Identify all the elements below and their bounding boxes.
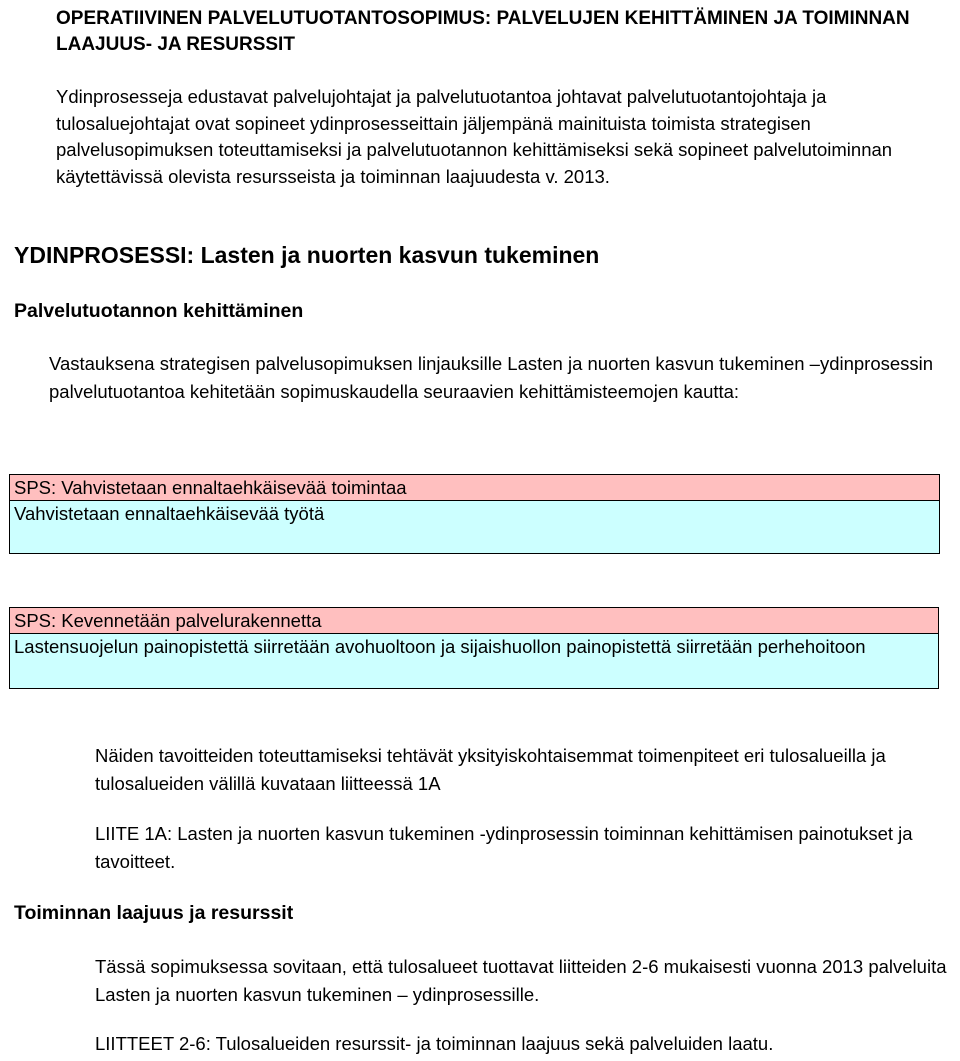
annex-1a-paragraph: LIITE 1A: Lasten ja nuorten kasvun tukeminen -ydinprosessin toiminnan kehittämisen painotukset ja tavoitteet. xyxy=(95,823,913,872)
annexes-paragraph: LIITTEET 2-6: Tulosalueiden resurssit- ja toiminnan laajuus sekä palveluiden laatu. xyxy=(95,1033,774,1054)
goal-header-preventive: SPS: Vahvistetaan ennaltaehkäisevää toimintaa xyxy=(9,474,940,500)
goal-body-service-structure: Lastensuojelun painopistettä siirretään avohuoltoon ja sijaishuollon painopistettä siirretään perhehoitoon xyxy=(9,633,939,689)
intro-paragraph: Ydinprosesseja edustavat palvelujohtajat ja palvelutuotantoa johtavat palvelutuotantojohtaja ja tulosaluejohtajat ovat sopineet ydinprosesseittain jäljempänä mainituista toimista strategisen palvelusopimuksen toteuttamiseksi ja palvelutuotannon kehittämiseksi sekä sopineet palvelutoiminnan käytettävissä olevista resursseista ja toiminnan laajuudesta v. 2013. xyxy=(56,86,893,187)
process-heading: YDINPROSESSI: Lasten ja nuorten kasvun tukeminen xyxy=(14,242,600,268)
goal-header-service-structure: SPS: Kevennetään palvelurakennetta xyxy=(9,607,939,633)
development-heading: Palvelutuotannon kehittäminen xyxy=(14,300,304,322)
scope-paragraph: Tässä sopimuksessa sovitaan, että tulosalueet tuottavat liitteiden 2-6 mukaisesti vuonna 2013 palveluita Lasten ja nuorten kasvun tukeminen – ydinprosessille. xyxy=(95,956,947,1005)
goal-body-preventive: Vahvistetaan ennaltaehkäisevää työtä xyxy=(9,500,940,554)
document-title: OPERATIIVINEN PALVELUTUOTANTOSOPIMUS: PALVELUJEN KEHITTÄMINEN JA TOIMINNAN LAAJUUS- JA RESURSSIT xyxy=(56,8,910,55)
tasks-paragraph: Näiden tavoitteiden toteuttamiseksi tehtävät yksityiskohtaisemmat toimenpiteet eri tulosalueilla ja tulosalueiden välillä kuvataan liitteessä 1A xyxy=(95,745,886,794)
scope-heading: Toiminnan laajuus ja resurssit xyxy=(14,902,294,924)
development-paragraph: Vastauksena strategisen palvelusopimuksen linjauksille Lasten ja nuorten kasvun tukeminen –ydinprosessin palvelutuotantoa kehitetään sopimuskaudella seuraavien kehittämisteemojen kautta: xyxy=(49,353,934,402)
